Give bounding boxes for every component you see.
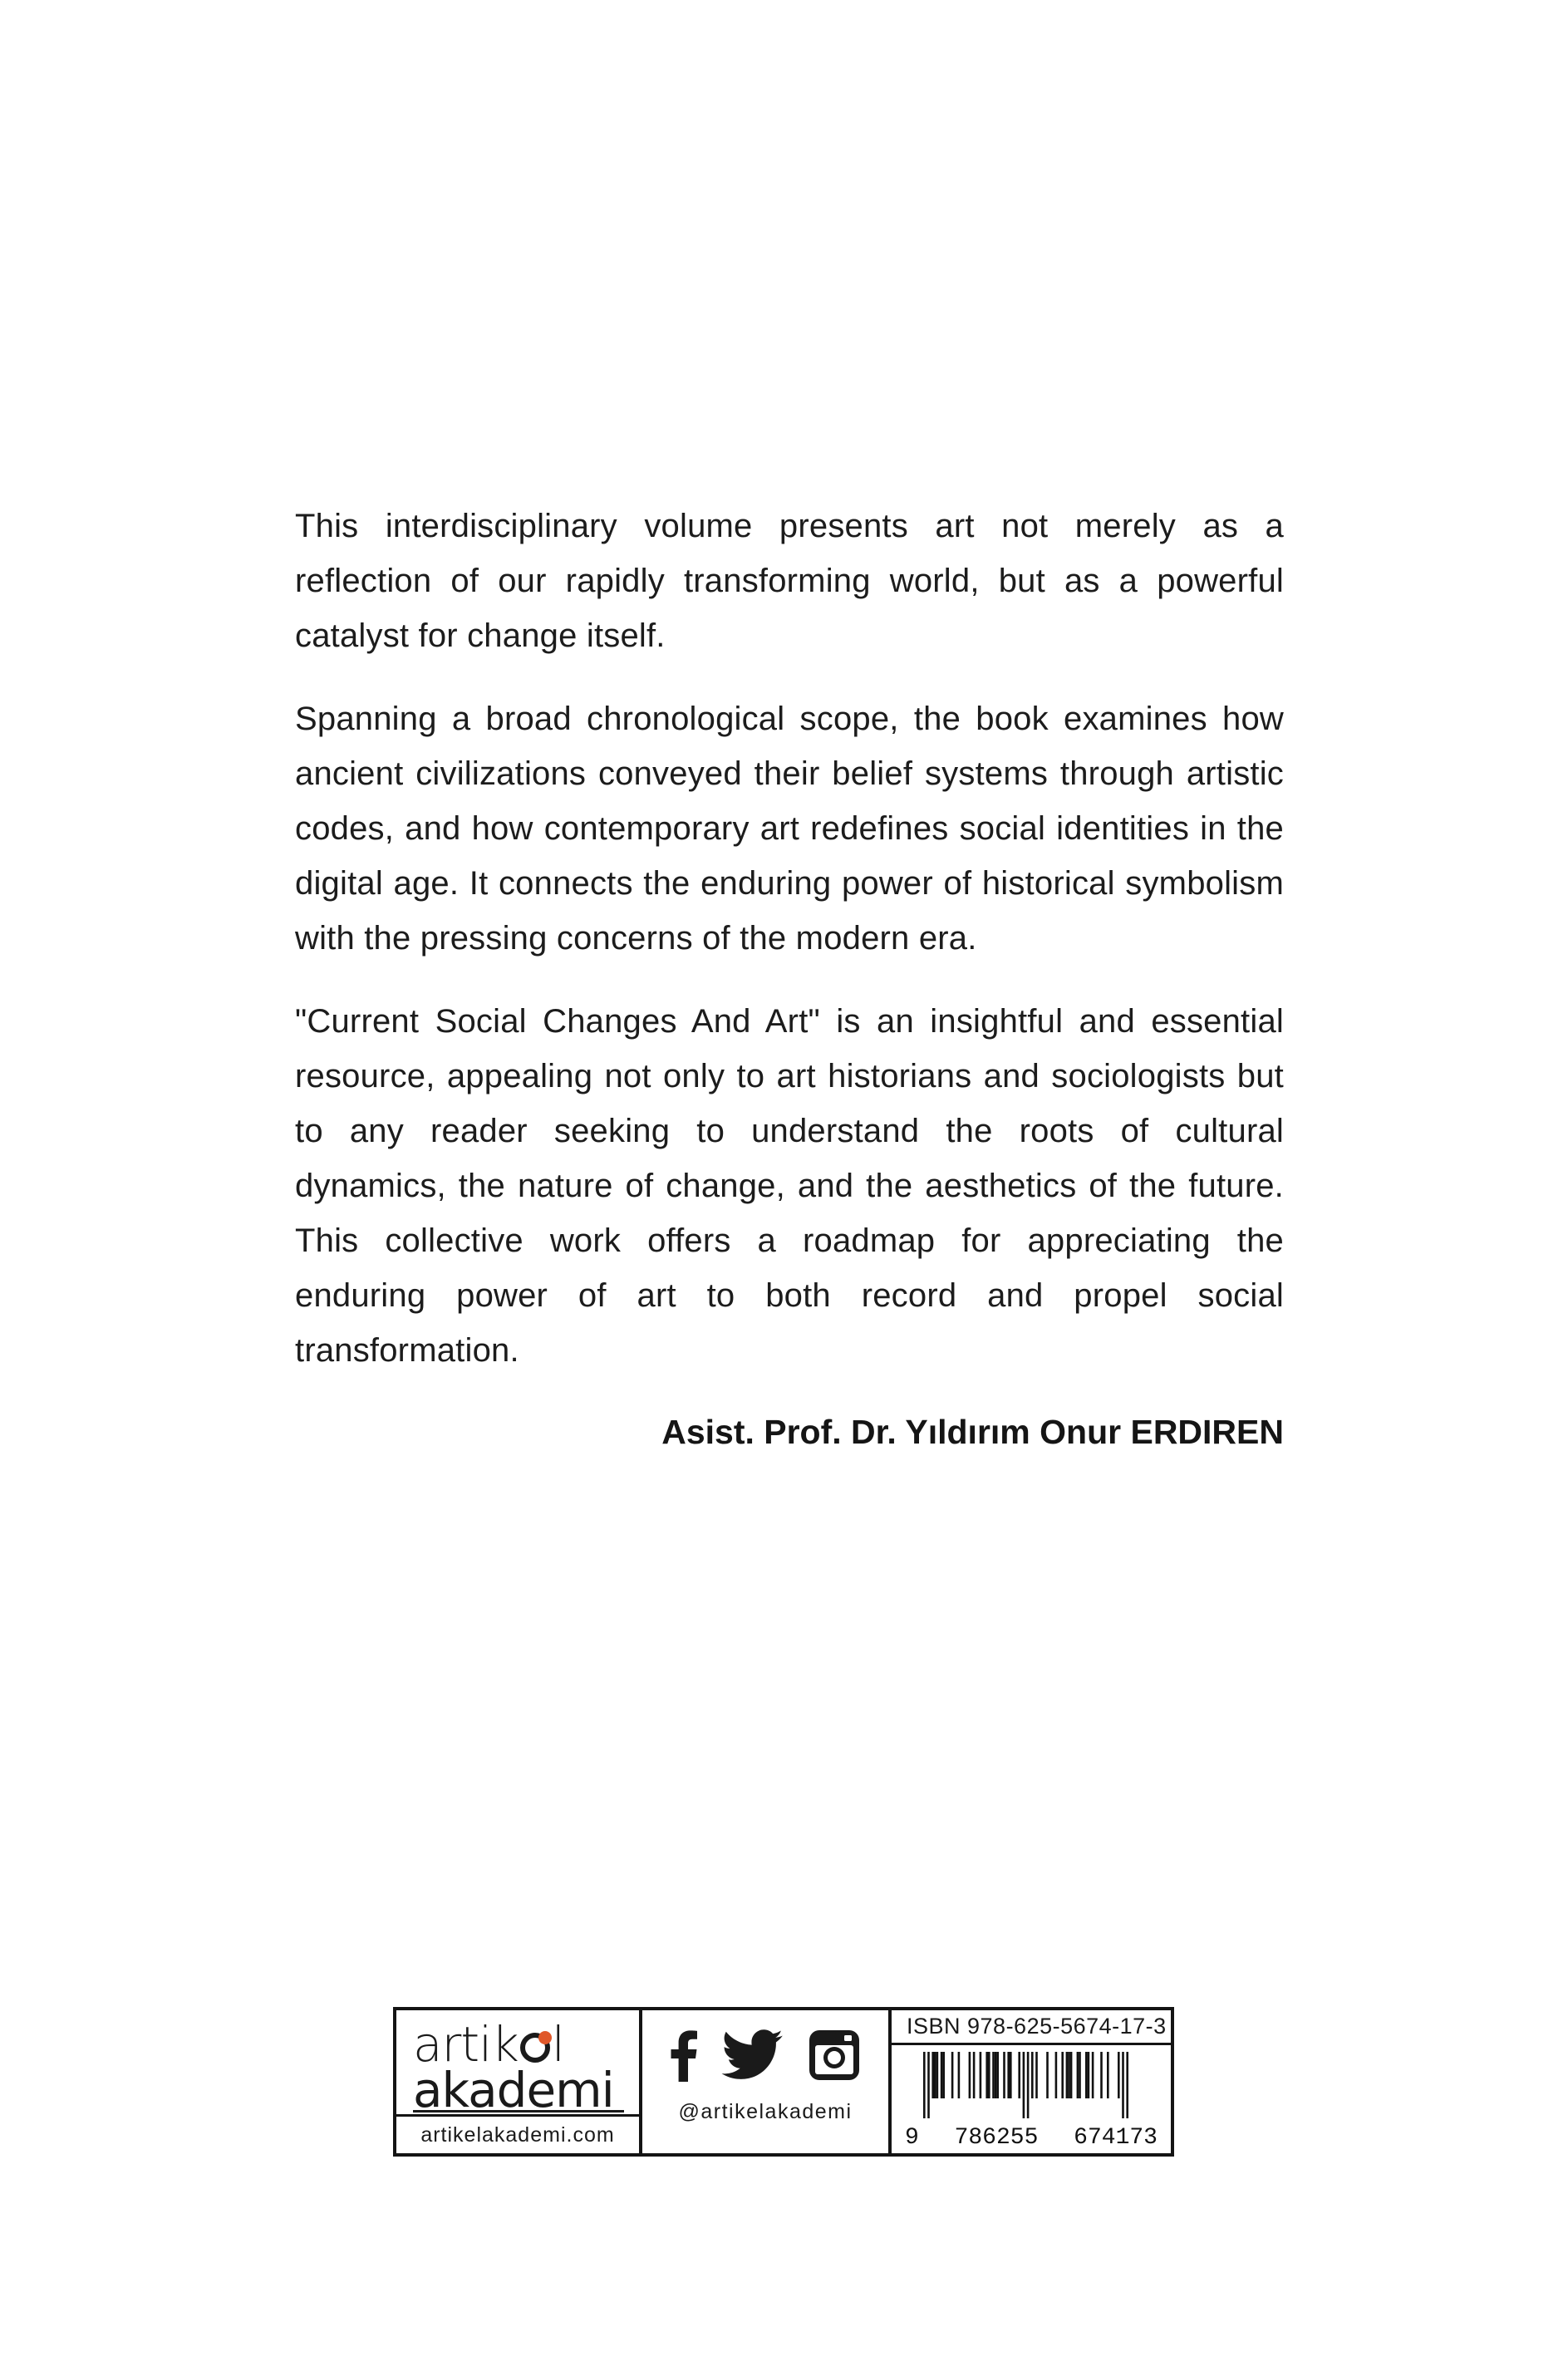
barcode-bar <box>1122 2052 1124 2118</box>
barcode-bar <box>942 2052 945 2098</box>
barcode-bar <box>936 2052 939 2098</box>
isbn-barcode <box>892 2045 1171 2153</box>
barcode-bar <box>1061 2052 1064 2098</box>
barcode-bar <box>1010 2052 1012 2098</box>
barcode-bar <box>1046 2052 1049 2098</box>
barcode-bar <box>995 2052 997 2098</box>
barcode-bar <box>1023 2052 1025 2118</box>
barcode-bar <box>1035 2052 1038 2098</box>
barcode-bar <box>951 2052 954 2098</box>
barcode-bar <box>1118 2052 1120 2098</box>
logo-underline <box>413 2110 624 2113</box>
publisher-info-box <box>393 2007 1174 2157</box>
barcode-bar <box>1027 2052 1030 2118</box>
barcode-bar <box>996 2052 999 2098</box>
barcode-digits-left: 786255 <box>954 2125 1039 2151</box>
barcode-bars <box>905 2052 1154 2122</box>
social-icons-row <box>670 2029 861 2082</box>
barcode-bar <box>973 2052 976 2098</box>
barcode-digit-lead: 9 <box>905 2125 919 2151</box>
barcode-bar <box>980 2052 982 2098</box>
logo-accent-dot <box>520 2033 550 2063</box>
barcode-bar <box>1079 2052 1081 2098</box>
barcode-bar <box>992 2052 995 2098</box>
author-signature: Asist. Prof. Dr. Yıldırım Onur ERDIREN <box>661 1413 1284 1451</box>
barcode-bar <box>1003 2052 1005 2098</box>
barcode-bar <box>969 2052 971 2098</box>
logo-wordmark-top: artik l <box>413 2016 564 2073</box>
barcode-bar <box>986 2052 988 2098</box>
social-handle: @artikelakademi <box>678 2100 853 2123</box>
instagram-icon <box>808 2029 861 2082</box>
social-media-cell <box>642 2010 892 2153</box>
barcode-bar <box>1085 2052 1088 2098</box>
barcode-digits <box>905 2127 1158 2150</box>
barcode-bar <box>923 2052 926 2118</box>
barcode-bar <box>1066 2052 1069 2098</box>
barcode-bar <box>931 2052 934 2098</box>
blurb-paragraph-3: "Current Social Changes And Art" is an insightful and essential resource, appealing not only to art historians and sociologists but to any reader seeking to understand the roots of cultural dynamics, the nature of change, and the aesthetics of the future. This collective work offers a roadmap for appreciating the enduring power of art to both record and propel social transformation. <box>295 1003 1284 1369</box>
barcode-bar <box>941 2052 943 2098</box>
barcode-bar <box>1070 2052 1073 2098</box>
barcode-bar <box>1018 2052 1020 2098</box>
barcode-bar <box>1088 2052 1090 2098</box>
facebook-icon <box>670 2029 698 2082</box>
blurb-paragraph-1: This interdisciplinary volume presents art not merely as a reflection of our rapidly transforming world, but as a powerful catalyst for change itself. <box>295 508 1284 654</box>
publisher-logo-cell <box>396 2010 642 2153</box>
barcode-bar <box>1107 2052 1109 2098</box>
publisher-website: artikelakademi.com <box>396 2114 639 2153</box>
barcode-bar <box>1068 2052 1070 2098</box>
isbn-label: ISBN 978-625-5674-17-3 <box>892 2010 1171 2045</box>
twitter-icon <box>721 2029 784 2081</box>
blurb-paragraph-2: Spanning a broad chronological scope, the book examines how ancient civilizations conveyed their belief systems through artistic codes, and how contemporary art redefines social identities in the digital age. It connects the enduring power of historical symbolism with the pressing concerns of the modern era. <box>295 701 1284 957</box>
barcode-bar <box>1077 2052 1079 2098</box>
publisher-logo <box>396 2010 639 2118</box>
barcode-bar <box>1007 2052 1010 2098</box>
logo-wordmark-bottom: akademi <box>413 2062 614 2118</box>
barcode-digits-right: 674173 <box>1074 2125 1158 2151</box>
barcode-bar <box>934 2052 936 2098</box>
barcode-bar <box>1126 2052 1128 2118</box>
barcode-bar <box>988 2052 990 2098</box>
barcode-bar <box>1031 2052 1034 2098</box>
barcode-bar <box>1100 2052 1103 2098</box>
back-cover-blurb <box>295 499 1284 1459</box>
barcode-bar <box>958 2052 961 2098</box>
barcode-bar <box>1092 2052 1094 2098</box>
barcode-bar <box>927 2052 930 2118</box>
barcode-bar <box>1055 2052 1058 2098</box>
isbn-cell <box>892 2010 1171 2153</box>
